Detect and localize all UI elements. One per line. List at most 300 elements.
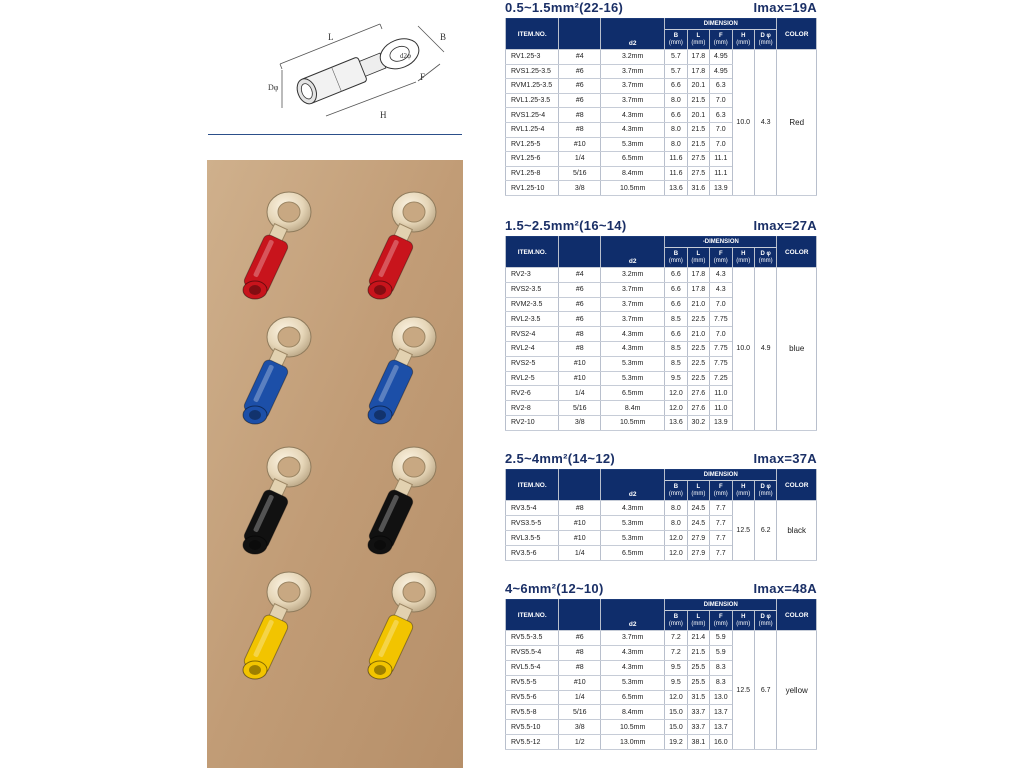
cell-d: 6.7 [754, 631, 776, 750]
col-header-unit: (mm) [668, 257, 683, 264]
cell-f: 7.25 [710, 371, 732, 386]
cell-stud: 1/4 [559, 386, 601, 401]
dim-label-d2: d2φ [400, 52, 412, 60]
col-header-l [687, 481, 709, 501]
col-header-unit: (mm) [758, 490, 773, 497]
col-header-b [665, 248, 687, 268]
cell-stud: #8 [559, 327, 601, 342]
cell-d2: 4.3mm [601, 660, 665, 675]
cell-stud: #8 [559, 660, 601, 675]
cell-b: 6.6 [665, 327, 687, 342]
col-header-f [710, 611, 732, 631]
cell-b: 19.2 [665, 735, 687, 750]
cell-b: 13.6 [665, 415, 687, 430]
col-header-d2: d2 [601, 600, 665, 631]
cell-stud: 3/8 [559, 415, 601, 430]
cell-item: RV2-3 [506, 268, 559, 283]
cell-l: 21.5 [687, 137, 709, 152]
cell-l: 20.1 [687, 79, 709, 94]
cell-f: 7.75 [710, 356, 732, 371]
spec-table [505, 236, 817, 431]
cell-f: 7.75 [710, 341, 732, 356]
dim-label-f: F [420, 72, 426, 82]
cell-item: RV5.5-10 [506, 720, 559, 735]
col-header-unit: (mm) [668, 39, 683, 46]
wire-range: 2.5~4mm²(14~12) [505, 451, 616, 466]
cell-l: 17.8 [687, 50, 709, 65]
table-row [506, 501, 817, 516]
cell-b: 13.6 [665, 181, 687, 196]
spec-table [505, 18, 817, 196]
dim-label-h: H [380, 110, 387, 120]
cell-b: 5.7 [665, 50, 687, 65]
cell-item: RVM2-3.5 [506, 297, 559, 312]
col-header-label: H [741, 250, 746, 257]
dim-label-b: B [440, 32, 447, 42]
cell-stud: 5/16 [559, 166, 601, 181]
col-header-dimension: DIMENSION [665, 19, 777, 30]
cell-stud: #6 [559, 93, 601, 108]
cell-d2: 5.3mm [601, 137, 665, 152]
cell-item: RV5.5-6 [506, 690, 559, 705]
col-header-label: F [718, 250, 723, 257]
cell-b: 7.2 [665, 631, 687, 646]
col-header-label: L [696, 613, 701, 620]
col-header-label: D φ [760, 613, 771, 620]
col-header-unit: (mm) [713, 620, 728, 627]
cell-f: 13.7 [710, 705, 732, 720]
col-header-label: D φ [760, 483, 771, 490]
cell-f: 6.3 [710, 79, 732, 94]
cell-b: 15.0 [665, 720, 687, 735]
col-header-label: L [696, 250, 701, 257]
cell-item: RV2-6 [506, 386, 559, 401]
cell-color: black [777, 501, 817, 561]
col-header-unit: (mm) [668, 620, 683, 627]
cell-stud: 1/4 [559, 546, 601, 561]
cell-b: 6.6 [665, 79, 687, 94]
cell-l: 31.6 [687, 181, 709, 196]
cell-f: 7.0 [710, 297, 732, 312]
section-title [505, 218, 817, 236]
cell-f: 8.3 [710, 675, 732, 690]
col-header-unit: (mm) [691, 490, 706, 497]
cell-d2: 3.7mm [601, 93, 665, 108]
cell-l: 21.5 [687, 122, 709, 137]
cell-f: 11.1 [710, 166, 732, 181]
cell-stud: 3/8 [559, 181, 601, 196]
cell-l: 27.9 [687, 546, 709, 561]
cell-item: RVL2-3.5 [506, 312, 559, 327]
cell-l: 25.5 [687, 660, 709, 675]
cell-b: 11.6 [665, 152, 687, 167]
max-current: Imax=27A [753, 218, 817, 233]
col-header-dimension: DIMENSION [665, 470, 777, 481]
cell-stud: #6 [559, 79, 601, 94]
cell-d2: 8.4mm [601, 705, 665, 720]
col-header-color: COLOR [777, 470, 817, 501]
col-header-unit: (mm) [713, 39, 728, 46]
cell-b: 7.2 [665, 645, 687, 660]
product-photo [207, 160, 463, 768]
cell-item: RV2-10 [506, 415, 559, 430]
cell-item: RVS5.5-4 [506, 645, 559, 660]
cell-item: RVS3.5-5 [506, 516, 559, 531]
cell-stud: #6 [559, 297, 601, 312]
col-header-label: H [741, 613, 746, 620]
cell-item: RV1.25-8 [506, 166, 559, 181]
col-header-d [754, 481, 776, 501]
cell-item: RVS2-4 [506, 327, 559, 342]
col-header-unit: (mm) [691, 257, 706, 264]
cell-l: 21.0 [687, 327, 709, 342]
section-title [505, 581, 817, 599]
cell-item: RV5.5-5 [506, 675, 559, 690]
col-header-stud [559, 470, 601, 501]
col-header-label: B [673, 613, 679, 620]
spec-section [505, 218, 817, 431]
col-header-color: COLOR [777, 19, 817, 50]
col-header-label: H [741, 32, 746, 39]
col-header-label: H [741, 483, 746, 490]
col-header-h [732, 248, 754, 268]
section-title [505, 451, 817, 469]
cell-stud: #4 [559, 268, 601, 283]
cell-l: 22.5 [687, 341, 709, 356]
cell-item: RVM1.25-3.5 [506, 79, 559, 94]
col-header-unit: (mm) [758, 39, 773, 46]
cell-stud: #6 [559, 312, 601, 327]
cell-d2: 4.3mm [601, 501, 665, 516]
cell-f: 7.0 [710, 327, 732, 342]
cell-l: 21.5 [687, 93, 709, 108]
cell-d2: 8.4mm [601, 166, 665, 181]
cell-item: RVL1.25-3.5 [506, 93, 559, 108]
col-header-unit: (mm) [736, 490, 751, 497]
table-row [506, 50, 817, 65]
cell-f: 16.0 [710, 735, 732, 750]
cell-stud: #10 [559, 356, 601, 371]
cell-stud: #4 [559, 50, 601, 65]
cell-f: 7.7 [710, 501, 732, 516]
col-header-color: COLOR [777, 237, 817, 268]
cell-b: 5.7 [665, 64, 687, 79]
cell-d2: 3.2mm [601, 50, 665, 65]
col-header-h [732, 611, 754, 631]
cell-h: 12.5 [732, 501, 754, 561]
cell-f: 8.3 [710, 660, 732, 675]
cell-b: 8.5 [665, 341, 687, 356]
col-header-unit: (mm) [691, 39, 706, 46]
cell-item: RVS1.25-3.5 [506, 64, 559, 79]
cell-d2: 3.7mm [601, 282, 665, 297]
cell-stud: #8 [559, 122, 601, 137]
col-header-l [687, 248, 709, 268]
cell-stud: #8 [559, 341, 601, 356]
cell-item: RV3.5-6 [506, 546, 559, 561]
cell-l: 20.1 [687, 108, 709, 123]
cell-item: RVL2-5 [506, 371, 559, 386]
cell-stud: 1/4 [559, 152, 601, 167]
col-header-dimension: -DIMENSION [665, 237, 777, 248]
col-header-item: ITEM.NO. [506, 19, 559, 50]
col-header-dimension: DIMENSION [665, 600, 777, 611]
cell-b: 12.0 [665, 401, 687, 416]
cell-b: 9.5 [665, 660, 687, 675]
cell-b: 8.0 [665, 93, 687, 108]
cell-item: RV2-8 [506, 401, 559, 416]
col-header-b [665, 30, 687, 50]
spec-section [505, 581, 817, 750]
cell-b: 12.0 [665, 386, 687, 401]
cell-f: 6.3 [710, 108, 732, 123]
cell-l: 17.8 [687, 268, 709, 283]
col-header-l [687, 611, 709, 631]
cell-item: RV5.5-12 [506, 735, 559, 750]
cell-stud: #6 [559, 64, 601, 79]
cell-f: 13.9 [710, 181, 732, 196]
col-header-unit: (mm) [758, 620, 773, 627]
cell-d: 6.2 [754, 501, 776, 561]
cell-d2: 4.3mm [601, 327, 665, 342]
cell-d2: 4.3mm [601, 341, 665, 356]
cell-color: blue [777, 268, 817, 431]
cell-b: 8.5 [665, 312, 687, 327]
spec-section [505, 451, 817, 561]
cell-d2: 13.0mm [601, 735, 665, 750]
cell-f: 11.0 [710, 386, 732, 401]
cell-d2: 4.3mm [601, 645, 665, 660]
cell-stud: #8 [559, 108, 601, 123]
col-header-d [754, 611, 776, 631]
cell-f: 11.1 [710, 152, 732, 167]
col-header-d2: d2 [601, 19, 665, 50]
cell-l: 27.5 [687, 166, 709, 181]
dim-label-d: Dφ [268, 83, 279, 92]
cell-d2: 5.3mm [601, 371, 665, 386]
cell-f: 7.0 [710, 137, 732, 152]
cell-stud: 1/2 [559, 735, 601, 750]
cell-b: 6.6 [665, 108, 687, 123]
col-header-unit: (mm) [713, 490, 728, 497]
col-header-d [754, 248, 776, 268]
col-header-h [732, 481, 754, 501]
cell-l: 24.5 [687, 501, 709, 516]
cell-b: 6.6 [665, 282, 687, 297]
cell-b: 12.0 [665, 546, 687, 561]
cell-f: 7.0 [710, 93, 732, 108]
terminal-dimension-diagram [268, 18, 464, 130]
cell-item: RV1.25-6 [506, 152, 559, 167]
col-header-label: F [718, 483, 723, 490]
col-header-unit: (mm) [758, 257, 773, 264]
cell-stud: 1/4 [559, 690, 601, 705]
cell-d2: 6.5mm [601, 386, 665, 401]
cell-stud: #10 [559, 675, 601, 690]
cell-f: 11.0 [710, 401, 732, 416]
cell-d2: 5.3mm [601, 531, 665, 546]
cell-f: 4.95 [710, 50, 732, 65]
col-header-unit: (mm) [691, 620, 706, 627]
cell-f: 7.0 [710, 122, 732, 137]
spec-section [505, 0, 817, 196]
cell-d2: 4.3mm [601, 122, 665, 137]
cell-item: RV1.25-5 [506, 137, 559, 152]
col-header-b [665, 611, 687, 631]
wire-range: 0.5~1.5mm²(22-16) [505, 0, 624, 15]
col-header-label: F [718, 32, 723, 39]
cell-l: 25.5 [687, 675, 709, 690]
cell-b: 12.0 [665, 690, 687, 705]
cell-l: 22.5 [687, 312, 709, 327]
cell-item: RVL2-4 [506, 341, 559, 356]
col-header-label: B [673, 32, 679, 39]
cell-stud: #10 [559, 516, 601, 531]
cell-f: 7.7 [710, 516, 732, 531]
col-header-stud [559, 237, 601, 268]
cell-stud: #8 [559, 501, 601, 516]
cell-b: 11.6 [665, 166, 687, 181]
wire-range: 4~6mm²(12~10) [505, 581, 604, 596]
col-header-label: D φ [760, 250, 771, 257]
cell-item: RVS2-3.5 [506, 282, 559, 297]
cell-color: yellow [777, 631, 817, 750]
col-header-l [687, 30, 709, 50]
cell-l: 21.5 [687, 645, 709, 660]
cell-stud: #10 [559, 531, 601, 546]
cell-l: 33.7 [687, 720, 709, 735]
cell-f: 13.0 [710, 690, 732, 705]
col-header-label: L [696, 483, 701, 490]
cell-d2: 10.5mm [601, 415, 665, 430]
col-header-f [710, 248, 732, 268]
cell-l: 27.6 [687, 386, 709, 401]
cell-d2: 3.7mm [601, 79, 665, 94]
cell-d2: 3.7mm [601, 631, 665, 646]
cell-b: 6.6 [665, 268, 687, 283]
cell-item: RV5.5-3.5 [506, 631, 559, 646]
cell-b: 15.0 [665, 705, 687, 720]
cell-d2: 3.7mm [601, 64, 665, 79]
cell-d2: 8.4m [601, 401, 665, 416]
cell-l: 30.2 [687, 415, 709, 430]
cell-l: 22.5 [687, 356, 709, 371]
cell-d2: 5.3mm [601, 675, 665, 690]
cell-stud: 3/8 [559, 720, 601, 735]
cell-item: RVL1.25-4 [506, 122, 559, 137]
col-header-label: F [718, 613, 723, 620]
col-header-label: B [673, 483, 679, 490]
cell-d: 4.3 [754, 50, 776, 196]
cell-f: 5.9 [710, 631, 732, 646]
col-header-f [710, 481, 732, 501]
cell-d: 4.9 [754, 268, 776, 431]
cell-item: RV3.5-4 [506, 501, 559, 516]
cell-l: 27.5 [687, 152, 709, 167]
cell-h: 10.0 [732, 50, 754, 196]
cell-f: 13.7 [710, 720, 732, 735]
cell-l: 22.5 [687, 371, 709, 386]
cell-l: 31.5 [687, 690, 709, 705]
cell-stud: #8 [559, 645, 601, 660]
divider-line [208, 134, 462, 135]
cell-d2: 3.2mm [601, 268, 665, 283]
cell-d2: 4.3mm [601, 108, 665, 123]
col-header-label: D φ [760, 32, 771, 39]
col-header-d [754, 30, 776, 50]
cell-b: 8.5 [665, 356, 687, 371]
col-header-item: ITEM.NO. [506, 600, 559, 631]
section-title [505, 0, 817, 18]
cell-l: 17.8 [687, 64, 709, 79]
col-header-unit: (mm) [736, 620, 751, 627]
cell-d2: 5.3mm [601, 516, 665, 531]
cell-b: 8.0 [665, 501, 687, 516]
cell-l: 33.7 [687, 705, 709, 720]
max-current: Imax=19A [753, 0, 817, 15]
cell-stud: #6 [559, 631, 601, 646]
col-header-d2: d2 [601, 470, 665, 501]
max-current: Imax=48A [753, 581, 817, 596]
cell-stud: 5/16 [559, 705, 601, 720]
cell-l: 27.9 [687, 531, 709, 546]
spec-table [505, 469, 817, 561]
cell-f: 7.7 [710, 546, 732, 561]
cell-f: 7.75 [710, 312, 732, 327]
cell-d2: 3.7mm [601, 297, 665, 312]
cell-b: 8.0 [665, 516, 687, 531]
cell-f: 7.7 [710, 531, 732, 546]
col-header-h [732, 30, 754, 50]
cell-l: 21.4 [687, 631, 709, 646]
cell-d2: 10.5mm [601, 181, 665, 196]
cell-d2: 5.3mm [601, 356, 665, 371]
col-header-unit: (mm) [713, 257, 728, 264]
cell-item: RVL5.5-4 [506, 660, 559, 675]
cell-b: 8.0 [665, 137, 687, 152]
cell-l: 24.5 [687, 516, 709, 531]
cell-l: 27.6 [687, 401, 709, 416]
col-header-b [665, 481, 687, 501]
dim-label-l: L [328, 32, 334, 42]
cell-stud: #6 [559, 282, 601, 297]
cell-item: RVS1.25-4 [506, 108, 559, 123]
col-header-unit: (mm) [736, 257, 751, 264]
cell-d2: 3.7mm [601, 312, 665, 327]
cell-d2: 10.5mm [601, 720, 665, 735]
cell-f: 4.95 [710, 64, 732, 79]
cell-item: RV1.25-10 [506, 181, 559, 196]
cell-d2: 6.5mm [601, 690, 665, 705]
col-header-item: ITEM.NO. [506, 237, 559, 268]
col-header-stud [559, 600, 601, 631]
max-current: Imax=37A [753, 451, 817, 466]
spec-table [505, 599, 817, 750]
table-row [506, 268, 817, 283]
col-header-d2: d2 [601, 237, 665, 268]
col-header-unit: (mm) [736, 39, 751, 46]
cell-d2: 6.5mm [601, 546, 665, 561]
cell-b: 9.5 [665, 675, 687, 690]
cell-l: 21.0 [687, 297, 709, 312]
col-header-label: B [673, 250, 679, 257]
wire-range: 1.5~2.5mm²(16~14) [505, 218, 627, 233]
table-row [506, 631, 817, 646]
cell-stud: #10 [559, 371, 601, 386]
cell-item: RVS2-5 [506, 356, 559, 371]
col-header-f [710, 30, 732, 50]
cell-b: 9.5 [665, 371, 687, 386]
